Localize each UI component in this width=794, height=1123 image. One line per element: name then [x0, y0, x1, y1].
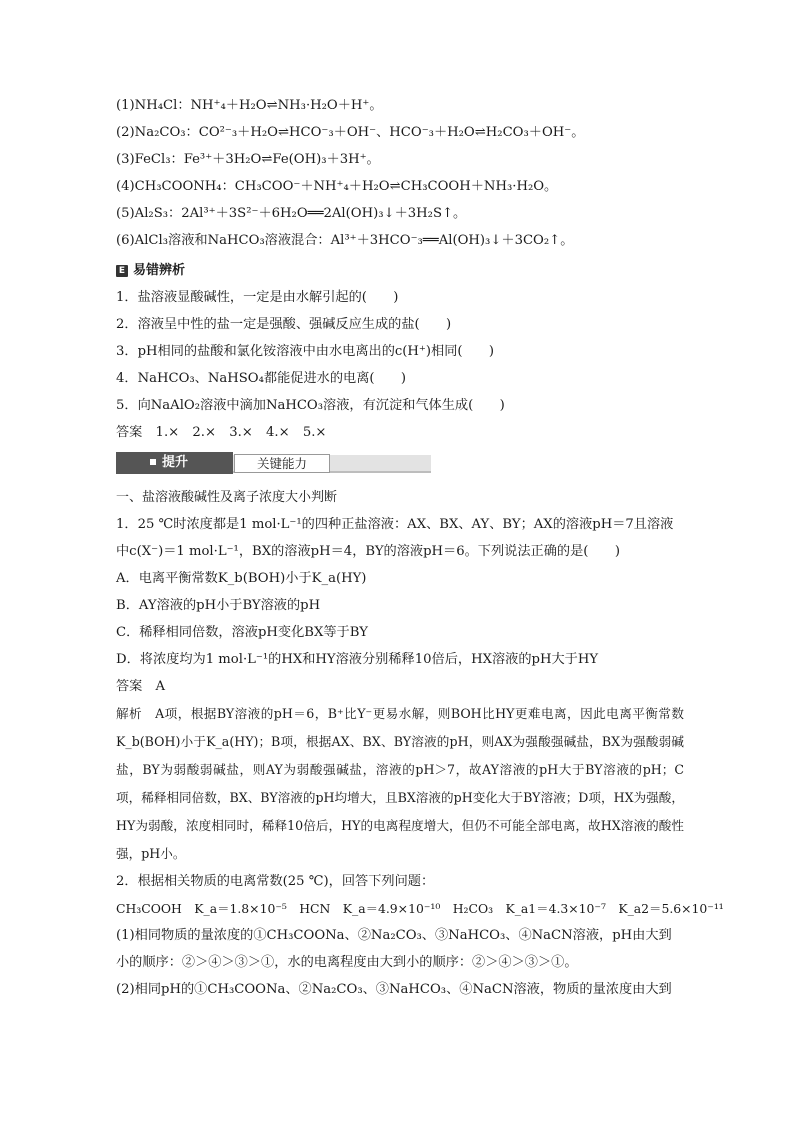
question-2-part-2: (2)相同pH的①CH₃COONa、②Na₂CO₃、③NaHCO₃、④NaCN溶液，物质的量浓度由大到 — [116, 982, 672, 997]
equation-line: (3)FeCl₃：Fe³⁺＋3H₂O⇌Fe(OH)₃＋3H⁺。 — [116, 152, 380, 167]
error-item: 3．pH相同的盐酸和氯化铵溶液中由水电离出的c(H⁺)相同( ) — [116, 344, 495, 359]
equation-line: (2)Na₂CO₃：CO²⁻₃＋H₂O⇌HCO⁻₃＋OH⁻、HCO⁻₃＋H₂O⇌H₂CO₃＋OH⁻。 — [116, 125, 585, 140]
section-heading: 一、盐溶液酸碱性及离子浓度大小判断 — [116, 490, 338, 505]
error-answer: 答案 1.× 2.× 3.× 4.× 5.× — [116, 425, 327, 440]
error-section-label: 易错辨析 — [133, 263, 186, 278]
equation-line: (1)NH₄Cl：NH⁺₄＋H₂O⇌NH₃·H₂O＋H⁺。 — [116, 98, 383, 113]
question-1-option-d: D．将浓度均为1 mol·L⁻¹的HX和HY溶液分别稀释10倍后，HX溶液的pH大于HY — [116, 652, 599, 667]
equation-line: (4)CH₃COONH₄：CH₃COO⁻＋NH⁺₄＋H₂O⇌CH₃COOH＋NH₃·H₂O。 — [116, 179, 558, 194]
question-1-stem: 1．25 ℃时浓度都是1 mol·L⁻¹的四种正盐溶液：AX、BX、AY、BY；AX的溶液pH＝7且溶液中c(X⁻)＝1 mol·L⁻¹，BX的溶液pH＝4，BY的溶液pH＝6。下列说法正确的是( ) — [116, 517, 674, 559]
question-1-option-a: A．电离平衡常数K_b(BOH)小于K_a(HY) — [116, 571, 367, 586]
error-item: 5．向NaAlO₂溶液中滴加NaHCO₃溶液，有沉淀和气体生成( ) — [116, 398, 505, 413]
error-item: 1．盐溶液显酸碱性，一定是由水解引起的( ) — [116, 290, 399, 305]
question-2-constants: CH₃COOH K_a＝1.8×10⁻⁵ HCN K_a＝4.9×10⁻¹⁰ H₂CO₃ K_a1＝4.3×10⁻⁷ K_a2＝5.6×10⁻¹¹ — [116, 901, 724, 916]
question-1-option-b: B．AY溶液的pH小于BY溶液的pH — [116, 598, 321, 613]
banner-right-label: 关键能力 — [234, 454, 330, 473]
error-item: 4．NaHCO₃、NaHSO₄都能促进水的电离( ) — [116, 371, 407, 386]
error-item: 2．溶液呈中性的盐一定是强酸、强碱反应生成的盐( ) — [116, 317, 452, 332]
section-banner — [116, 452, 684, 474]
question-2-part-1: (1)相同物质的量浓度的①CH₃COONa、②Na₂CO₃、③NaHCO₃、④NaCN溶液，pH由大到小的顺序：②＞④＞③＞①，水的电离程度由大到小的顺序：②＞④＞③＞①。 — [116, 928, 672, 970]
error-section-title — [116, 257, 684, 284]
equation-line: (6)AlCl₃溶液和NaHCO₃溶液混合：Al³⁺＋3HCO⁻₃══Al(OH)₃↓＋3CO₂↑。 — [116, 233, 574, 248]
question-1-explanation: 解析 A项，根据BY溶液的pH＝6，B⁺比Y⁻更易水解，则BOH比HY更难电离，因此电离平衡常数K_b(BOH)小于K_a(HY)；B项，根据AX、BX、BY溶液的pH，则AX为强酸强碱盐，BX为强酸弱碱盐，BY为弱酸弱碱盐，则AY为弱酸强碱盐，溶液的pH＞7，故AY溶液的pH大于BY溶液的pH；C项，稀释相同倍数，BX、BY溶液的pH均增大，且BX溶液的pH变化大于BY溶液；D项，HX为强酸，HY为弱酸，浓度相同时，稀释10倍后，HY的电离程度增大，但仍不可能全部电离，故HX溶液的酸性强，pH小。 — [116, 706, 684, 861]
banner-left-label: 提升 — [162, 455, 189, 470]
section-badge-icon: E — [116, 265, 128, 277]
question-1-option-c: C．稀释相同倍数，溶液pH变化BX等于BY — [116, 625, 368, 640]
question-1-answer: 答案 A — [116, 679, 166, 694]
banner-left — [116, 452, 233, 474]
question-2-stem: 2．根据相关物质的电离常数(25 ℃)，回答下列问题： — [116, 874, 435, 889]
equation-line: (5)Al₂S₃：2Al³⁺＋3S²⁻＋6H₂O══2Al(OH)₃↓＋3H₂S↑。 — [116, 206, 467, 221]
square-bullet-icon — [150, 459, 156, 465]
document-page — [116, 92, 724, 1003]
